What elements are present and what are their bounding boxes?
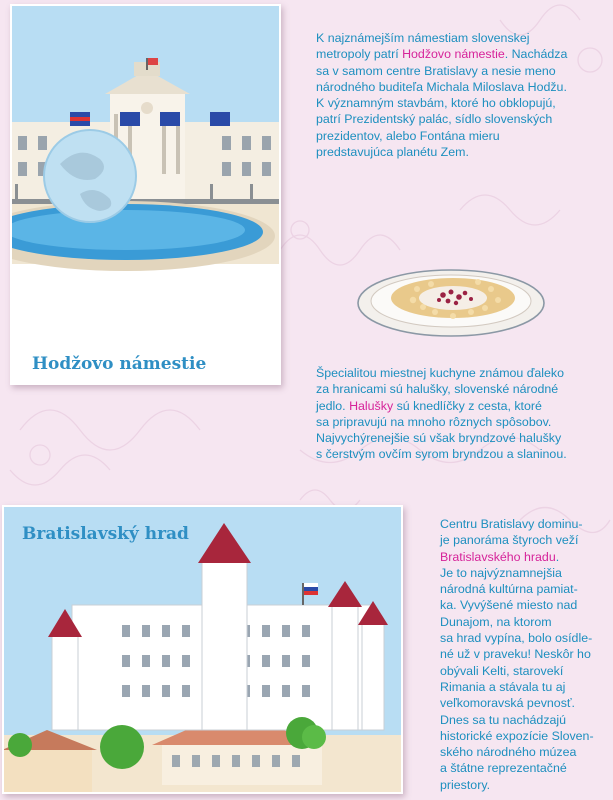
text-segment: je panoráma štyroch veží — [440, 533, 579, 548]
text-segment: . — [555, 549, 560, 564]
text-line — [440, 646, 610, 662]
text-line — [316, 46, 606, 62]
text-segment: K najznámejším námestiam slovenskej — [316, 31, 530, 45]
hodzovo-namestie-title: Hodžovo námestie — [32, 354, 207, 374]
text-segment: sa pripravujú na mnoho rôznych spôsobov. — [316, 414, 552, 429]
text-segment: veľkomoravská pevnosť. — [440, 696, 575, 711]
text-segment: ka. Vyvýšené miesto nad — [440, 598, 578, 613]
text-line — [316, 79, 606, 95]
text-segment: Je to najvýznamnejšia — [440, 565, 562, 580]
text-line — [316, 365, 606, 381]
text-segment: Rimania a stávala tu aj — [440, 679, 566, 694]
text-line — [440, 679, 610, 695]
bratislava-castle-illustration — [2, 505, 403, 794]
text-line — [440, 614, 610, 630]
text-segment: a štátne reprezentačné — [440, 761, 567, 776]
text-line — [316, 144, 606, 160]
text-line — [440, 516, 610, 532]
text-line — [316, 446, 606, 462]
text-line — [316, 30, 606, 46]
halusky-dish-illustration — [353, 262, 549, 340]
text-line — [440, 777, 610, 793]
text-line — [316, 398, 606, 414]
halusky-description — [316, 365, 606, 463]
text-segment: jedlo. — [316, 398, 350, 413]
text-segment: predstavujúca planétu Zem. — [316, 145, 469, 160]
text-line — [316, 430, 606, 446]
text-line — [440, 712, 610, 728]
text-line — [316, 63, 606, 79]
text-segment: Najvychýrenejšie sú však bryndzové halušky — [316, 431, 562, 446]
highlighted-term: Hodžovo námestie — [402, 47, 505, 62]
bratislavsky-hrad-card — [2, 505, 403, 794]
text-line — [316, 414, 606, 430]
text-segment: ského národného múzea — [440, 745, 577, 760]
text-line — [440, 744, 610, 760]
highlighted-term: Halušky — [349, 398, 394, 413]
text-segment: né už v praveku! Neskôr ho — [440, 647, 591, 662]
text-segment: . Nachádza — [504, 47, 568, 62]
text-line — [440, 695, 610, 711]
text-segment: obývali Kelti, starovekí — [440, 663, 564, 678]
text-segment: patrí Prezidentský palác, sídlo slovenských — [316, 112, 553, 127]
bratislavsky-hrad-title: Bratislavský hrad — [22, 524, 189, 544]
text-line — [440, 630, 610, 646]
text-line — [440, 760, 610, 776]
text-line — [440, 549, 610, 565]
text-line — [316, 381, 606, 397]
text-line — [440, 663, 610, 679]
text-segment: K významným stavbám, ktoré ho obklopujú, — [316, 96, 556, 111]
presidential-palace-illustration — [10, 4, 281, 385]
text-line — [440, 532, 610, 548]
text-segment: národná kultúrna pamiat- — [440, 582, 578, 597]
text-segment: sa hrad vypína, bolo osídle- — [440, 631, 593, 646]
text-line — [440, 728, 610, 744]
text-segment: metropoly patrí — [316, 47, 403, 62]
text-segment: priestory. — [440, 777, 491, 792]
text-segment: historické expozície Sloven- — [440, 728, 594, 743]
text-line — [440, 565, 610, 581]
hodzovo-namestie-card — [10, 4, 281, 385]
hodzovo-description — [316, 30, 606, 160]
highlighted-term: Bratislavského hradu — [440, 549, 556, 564]
text-segment: národného buditeľa Michala Miloslava Hodžu. — [316, 79, 567, 94]
text-segment: sú knedlíčky z cesta, ktoré — [393, 398, 542, 413]
text-segment: sa v samom centre Bratislavy a nesie meno — [316, 63, 556, 78]
text-line — [316, 128, 606, 144]
text-line — [440, 597, 610, 613]
text-segment: Špecialitou miestnej kuchyne známou ďaleko — [316, 366, 564, 380]
text-line — [440, 581, 610, 597]
text-segment: Dnes sa tu nachádzajú — [440, 712, 567, 727]
text-segment: Dunajom, na ktorom — [440, 614, 552, 629]
bratislavsky-hrad-description — [440, 516, 610, 793]
text-segment: s čerstvým ovčím syrom bryndzou a slaninou. — [316, 447, 567, 462]
text-segment: prezidentov, alebo Fontána mieru — [316, 128, 500, 143]
text-segment: Centru Bratislavy dominu- — [440, 517, 583, 531]
text-line — [316, 111, 606, 127]
text-line — [316, 95, 606, 111]
text-segment: za hranicami sú halušky, slovenské národné — [316, 382, 559, 397]
